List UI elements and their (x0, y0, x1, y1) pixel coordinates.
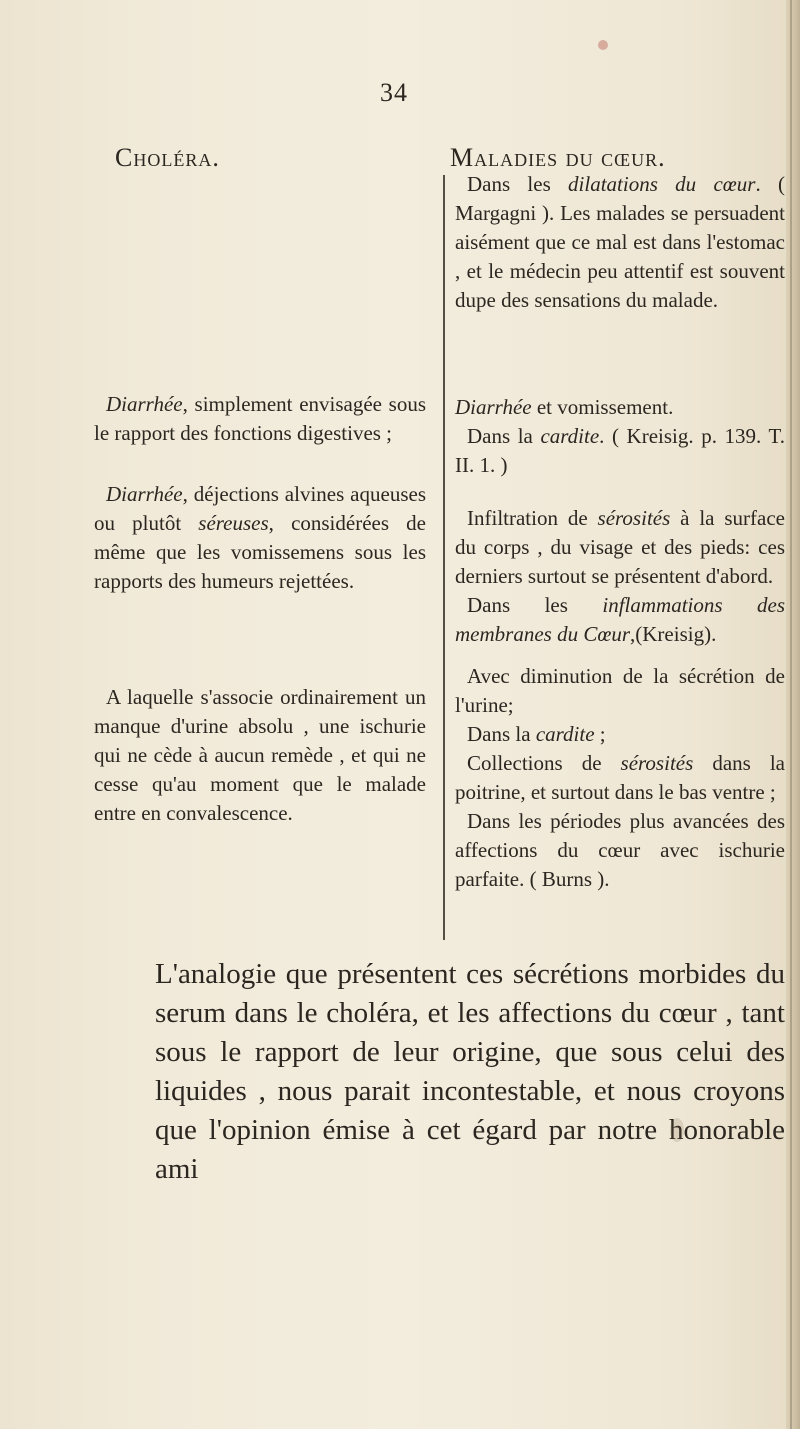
heading-cholera: Choléra. (115, 143, 220, 172)
term-serosites: sérosités (597, 506, 671, 530)
paper-stain (670, 1118, 684, 1142)
term-diarrhea: Diarrhée (106, 392, 183, 416)
left-paragraph-diarrhea-digestive: Diarrhée, simplement envisagée sous le rapport des fonctions digestives ; (94, 392, 426, 445)
heading-heart-diseases: Maladies du cœur. (450, 143, 666, 172)
term-dilatations: dilatations du cœur (568, 172, 756, 196)
right-paragraph-dilatations: Dans les dilatations du cœur. ( Margagni ). Les malades se persuadent aisément que ce mal est dans l'estomac , et le médecin peu attentif est souvent dupe des sensations du malade. (455, 172, 785, 312)
term-inflammations: inflammations des membranes du Cœur (455, 593, 785, 646)
right-paragraph-group-diarrhea: Diarrhée et vomissement. Dans la cardite. ( Kreisig. p. 139. T. II. 1. ) Infiltration de sérosités à la surface du corps , du visage et des pieds: ces derniers surtout se présentent d'abord. Dans les inflammations des membranes du Cœur,(Kreisig). (455, 395, 785, 646)
term-diarrhea: Diarrhée (106, 482, 183, 506)
term-cardite: cardite (540, 424, 600, 448)
column-divider (443, 175, 445, 940)
main-paragraph: L'analogie que présentent ces sécrétions morbides du serum dans le choléra, et les affections du cœur , tant sous le rapport de leur origine, que sous celui des liquides , nous parait incontestable, et nous croyons que l'opinion émise à cet égard par notre honorable ami (155, 958, 785, 1185)
left-paragraph-diarrhea-serous: Diarrhée, déjections alvines aqueuses ou plutôt séreuses, considérées de même que les vomissemens sous les rapports des humeurs rejettées. (94, 482, 426, 593)
term-serosites: sérosités (620, 751, 694, 775)
right-paragraph-group-urine: Avec diminution de la sécrétion de l'urine; Dans la cardite ; Collections de sérosités dans la poitrine, et surtout dans le bas ventre ; Dans les périodes plus avancées des affections du cœur avec ischurie parfaite. ( Burns ). (455, 664, 785, 891)
term-diarrhea: Diarrhée (455, 395, 532, 419)
term-cardite: cardite (535, 722, 595, 746)
page-edge (786, 0, 800, 1429)
left-paragraph-urine: A laquelle s'associe ordinairement un manque d'urine absolu , une ischurie qui ne cède à aucun remède , et qui ne cesse qu'au moment que le malade entre en convalescence. (94, 685, 426, 825)
term-serous: séreuses (198, 511, 269, 535)
paper-stain (598, 40, 608, 50)
page-number: 34 (380, 78, 408, 107)
binding-line (790, 0, 792, 1429)
